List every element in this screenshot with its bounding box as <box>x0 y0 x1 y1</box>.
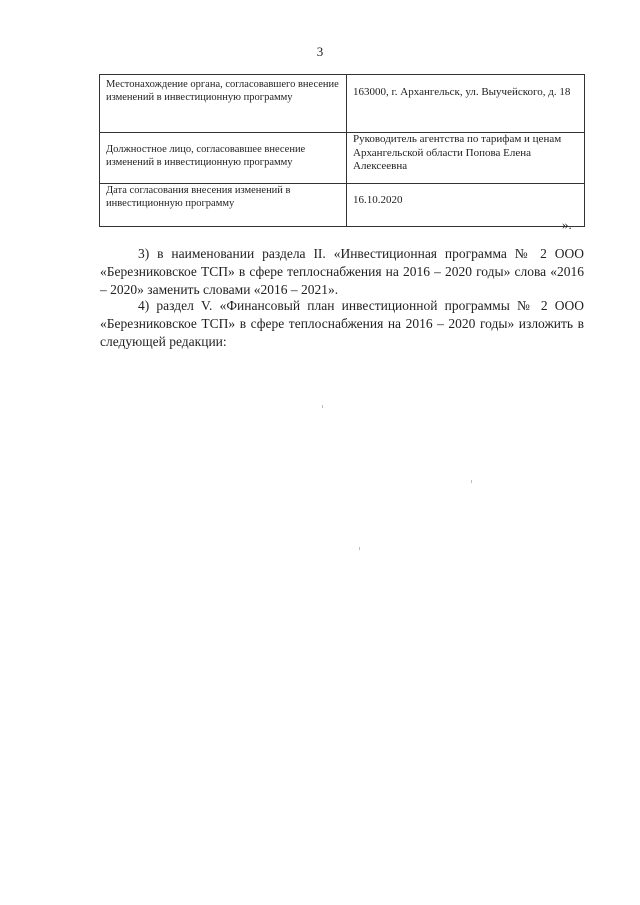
row-label: Должностное лицо, согласовавшее внесение изменений в инвестиционную программу <box>100 133 347 184</box>
scan-speck <box>322 405 323 408</box>
approval-info-table <box>99 74 585 227</box>
paragraph-item-4 <box>100 297 584 351</box>
row-value: 16.10.2020 <box>347 184 585 227</box>
row-value: Руководитель агентства по тарифам и ценам Архангельской области Попова Елена Алексеевна <box>347 133 585 184</box>
row-value: 163000, г. Архангельск, ул. Выучейского, д. 18 <box>347 75 585 133</box>
table-row <box>100 133 585 184</box>
closing-quote: ». <box>562 217 572 232</box>
table-row <box>100 184 585 227</box>
scan-speck <box>471 480 472 483</box>
paragraph-text: 4) раздел V. «Финансовый план инвестиционной программы № 2 ООО «Березниковское ТСП» в сфере теплоснабжения на 2016 – 2020 годы» изложить в следующей редакции: <box>100 298 584 349</box>
row-label: Местонахождение органа, согласовавшего внесение изменений в инвестиционную программу <box>100 75 347 133</box>
table-row <box>100 75 585 133</box>
paragraph-text: 3) в наименовании раздела II. «Инвестиционная программа № 2 ООО «Березниковское ТСП» в сфере теплоснабжения на 2016 – 2020 годы» слова «2016 – 2020» заменить словами «2016 – 2021». <box>100 246 584 297</box>
row-label: Дата согласования внесения изменений в инвестиционную программу <box>100 184 347 227</box>
paragraph-item-3 <box>100 245 584 299</box>
scan-speck <box>359 547 360 550</box>
page-number: 3 <box>316 44 324 59</box>
